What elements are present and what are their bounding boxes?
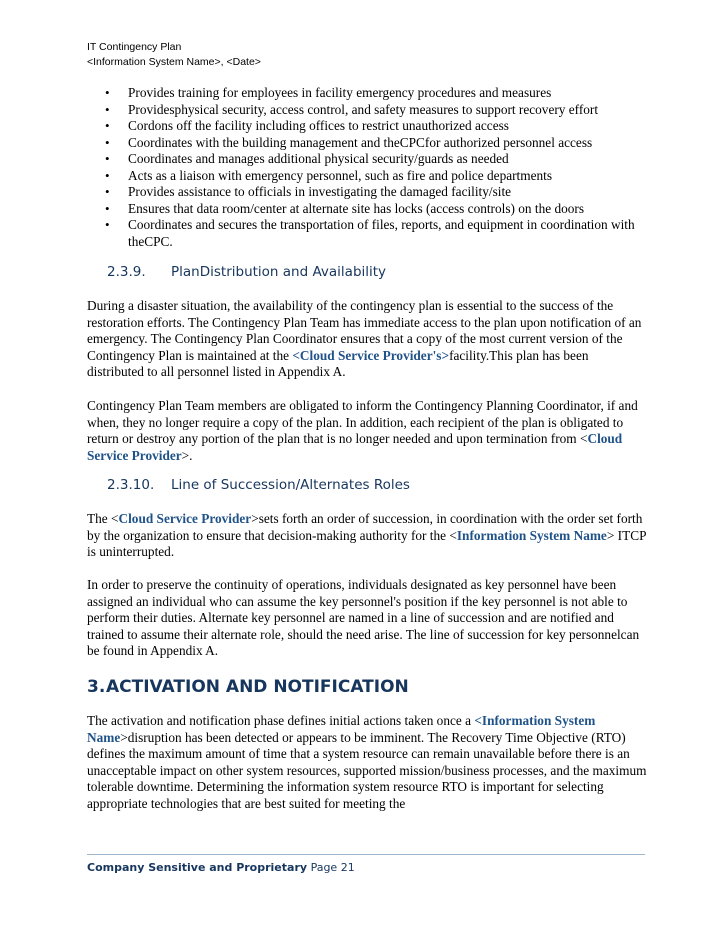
paragraph-text: > ITCP is uninterrupted. [87,527,646,559]
running-header [87,40,261,70]
list-item: • Cordons off the facility including offices to restrict unauthorized access [87,118,647,135]
paragraph [87,298,647,381]
section-heading-3 [87,677,409,697]
paragraph-text: >disruption has been detected or appears to be imminent. The Recovery Time Objective (RTO) defines the maximum amount of time that a system resource can remain unavailable before there is an unacceptable impact on other system resources, supported mission/business processes, and the maximum tolerable downtime. Determining the information system resource RTO is important for selecting appropriate technologies that are best suited for meeting the [87,729,647,811]
list-item: • Ensures that data room/center at alternate site has locks (access controls) on the doors [87,201,647,218]
section-title: PlanDistribution and Availability [171,264,387,280]
section-number: 2.3.10. [107,477,155,493]
paragraph-text: Contingency Plan Team members are obligated to inform the Contingency Planning Coordinator, if and when, they no longer require a copy of the plan. In addition, each recipient of the plan is obligated to return or destroy any portion of the plan that is no longer needed and upon termination from < [87,398,638,446]
header-subtitle: <Information System Name>, <Date> [87,56,261,68]
paragraph-text: During a disaster situation, the availability of the contingency plan is essential to the success of the restoration efforts. The Contingency Plan Team has immediate access to the plan upon notification of an emergency. The Contingency Plan Coordinator ensures that a copy of the most current version of the Contingency Plan is maintained at the [87,298,642,363]
placeholder-text: Information System Name [456,527,607,543]
list-item: • Coordinates with the building management and theCPCfor authorized personnel access [87,135,647,152]
paragraph [87,398,647,464]
paragraph [87,713,647,812]
paragraph-text: The < [87,511,119,526]
paragraph: In order to preserve the continuity of operations, individuals designated as key personnel have been assigned an individual who can assume the key personnel's position if the key personnel is not able to perform their duties. Alternate key personnel are named in a line of succession and are notified and trained to assume their alternate role, should the need arise. The line of succession for key personnelcan be found in Appendix A. [87,577,640,658]
section-number: 3. [87,677,106,697]
paragraph [87,511,647,561]
paragraph-text: The activation and notification phase defines initial actions taken once a [87,713,475,728]
list-item: • Provides training for employees in facility emergency procedures and measures [87,85,647,102]
list-item: • Coordinates and manages additional physical security/guards as needed [87,151,647,168]
list-item: • Coordinates and secures the transportation of files, reports, and equipment in coordination with theCPC. [87,217,647,250]
section-title: ACTIVATION AND NOTIFICATION [106,677,409,697]
section-heading-2-3-9 [107,264,386,280]
paragraph-text: >. [181,447,193,463]
list-item: • Provides assistance to officials in investigating the damaged facility/site [87,184,647,201]
page-footer [87,861,355,874]
footer-label: Company Sensitive and Proprietary [87,861,308,874]
placeholder-text: <Information System Name [87,713,596,745]
section-number: 2.3.9. [107,264,146,280]
placeholder-text: Cloud Service Provider [87,431,623,463]
responsibility-list [87,85,647,250]
placeholder-text: Cloud Service Provider [118,511,252,526]
paragraph-text: >sets forth an order of succession, in coordination with the order set forth by the organization to ensure that decision-making authority for the < [87,511,643,543]
page-number: 21 [340,861,355,874]
footer-divider [87,854,645,855]
list-item: • Acts as a liaison with emergency personnel, such as fire and police departments [87,168,647,185]
section-title: Line of Succession/Alternates Roles [171,477,410,493]
list-item: • Providesphysical security, access control, and safety measures to support recovery effort [87,102,647,119]
page-label: Page [310,861,338,874]
paragraph-text: facility.This plan has been distributed to all personnel listed in Appendix A. [87,347,589,379]
section-heading-2-3-10 [107,477,410,493]
header-title: IT Contingency Plan [87,41,182,53]
placeholder-text: <Cloud Service Provider's> [292,347,450,363]
